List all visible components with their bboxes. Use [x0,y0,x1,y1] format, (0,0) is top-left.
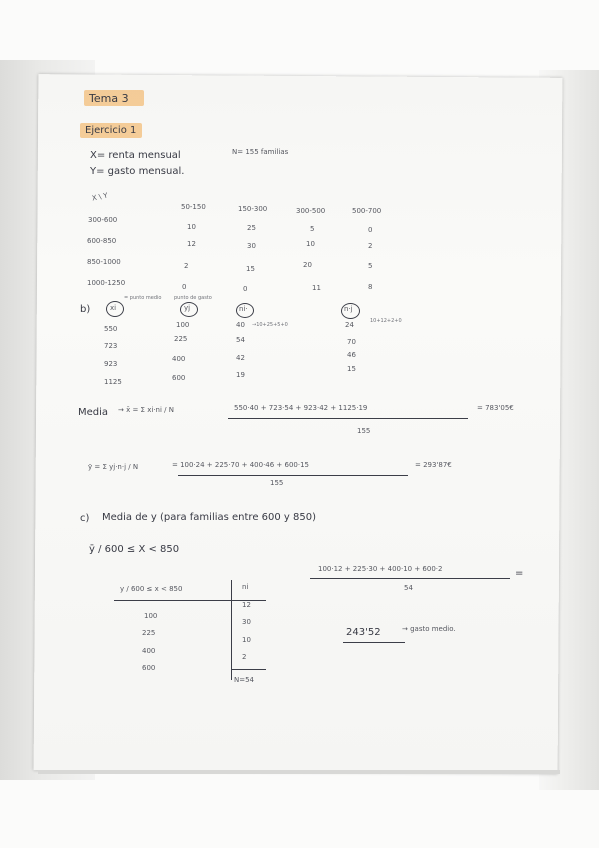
nj-value: 46 [347,351,356,359]
cond-n-value: 10 [242,636,251,644]
page-edge-shadow [38,770,560,774]
part-c-equals: = [515,568,524,579]
xi-value: 723 [104,342,118,350]
table-col-header: 150-300 [238,205,268,213]
table-cell: 5 [368,262,373,270]
cond-n-value: 30 [242,618,251,626]
ni-value: 54 [236,336,245,344]
ni-value: 19 [236,371,245,379]
cond-y-value: 225 [142,629,156,637]
table-col-header: 300-500 [296,207,326,215]
media-y-fraction-bar [178,475,408,476]
table-cell: 2 [368,242,373,250]
media-y-result: = 293'87€ [415,461,452,469]
cond-y-value: 400 [142,647,156,655]
nj-value: 70 [347,338,356,346]
part-c-condition: ȳ / 600 ≤ X < 850 [89,544,180,555]
xi-value: 1125 [104,378,122,386]
table-cell: 2 [184,262,189,270]
table-cell: 8 [368,283,373,291]
table-row-label: 1000-1250 [87,279,126,287]
table-cell: 30 [247,242,256,250]
table-cell: 15 [246,265,255,273]
header-nj: n·j [344,305,353,313]
definition-x: X= renta mensual [90,150,181,161]
yj-value: 600 [172,374,186,382]
header-yj-note: punto de gasto [174,295,212,301]
cond-sum-rule [232,669,266,670]
heading-ejercicio: Ejercicio 1 [85,125,137,136]
table-cell: 0 [243,285,248,293]
cond-n-value: 12 [242,601,251,609]
heading-tema: Tema 3 [89,92,129,105]
media-x-result: = 783'05€ [477,404,514,412]
cond-total: N=54 [234,676,255,684]
media-y-denominator: 155 [270,479,284,487]
nj-value: 24 [345,321,354,329]
part-c-calc-denominator: 54 [404,584,413,592]
cond-n-value: 2 [242,653,247,661]
nj-value: 15 [347,365,356,373]
notebook-page [34,74,563,774]
xi-value: 923 [104,360,118,368]
part-b-label: b) [80,304,91,315]
header-ni: ni· [239,305,248,313]
media-y-numerator: = 100·24 + 225·70 + 400·46 + 600·15 [172,461,310,469]
table-corner-label: X \ Y [91,191,109,203]
table-cell: 25 [247,224,256,232]
part-c-result: 243'52 [346,627,381,638]
yj-value: 400 [172,355,186,363]
media-x-fraction-bar [228,418,468,419]
part-c-result-underline [343,642,405,643]
part-c-label: c) [80,513,90,524]
table-row-label: 600-850 [87,237,117,245]
table-cell: 10 [306,240,315,248]
media-y-formula: ȳ = Σ yj·n·j / N [88,463,139,471]
nj-sum-note: 10+12+2+0 [370,318,402,324]
table-cell: 11 [312,284,321,292]
table-cell: 0 [182,283,187,291]
ni-sum-note: →10+25+5+0 [252,322,288,328]
part-c-title: Media de y (para familias entre 600 y 850) [102,512,317,523]
header-xi: xi [110,304,117,312]
yj-value: 225 [174,335,188,343]
table-col-header: 50-150 [181,203,206,211]
cond-table-divider [231,580,232,680]
table-row-label: 850-1000 [87,258,121,266]
table-cell: 20 [303,261,312,269]
media-x-numerator: 550·40 + 723·54 + 923·42 + 1125·19 [234,404,368,412]
header-yj: yj [184,304,191,312]
table-cell: 0 [368,226,373,234]
table-cell: 10 [187,223,196,231]
part-c-result-note: → gasto medio. [402,625,456,633]
media-x-formula: → x̄ = Σ xi·ni / N [118,406,174,414]
header-xi-note: = punto medio [124,295,162,301]
table-col-header: 500-700 [352,207,382,215]
table-row-label: 300-600 [88,216,118,224]
ni-value: 40 [236,321,245,329]
part-c-fraction-bar [310,578,510,579]
ni-value: 42 [236,354,245,362]
cond-y-value: 100 [144,612,158,620]
definition-y: Y= gasto mensual. [90,166,185,177]
table-cell: 5 [310,225,315,233]
xi-value: 550 [104,325,118,333]
yj-value: 100 [176,321,190,329]
media-x-denominator: 155 [357,427,371,435]
table-cell: 12 [187,240,196,248]
cond-table-header-left: y / 600 ≤ x < 850 [120,585,183,593]
media-label: Media [78,407,109,418]
cond-table-header-right: ni [242,583,249,591]
definition-n: N= 155 familias [232,148,289,156]
part-c-calc-numerator: 100·12 + 225·30 + 400·10 + 600·2 [318,565,443,573]
cond-y-value: 600 [142,664,156,672]
